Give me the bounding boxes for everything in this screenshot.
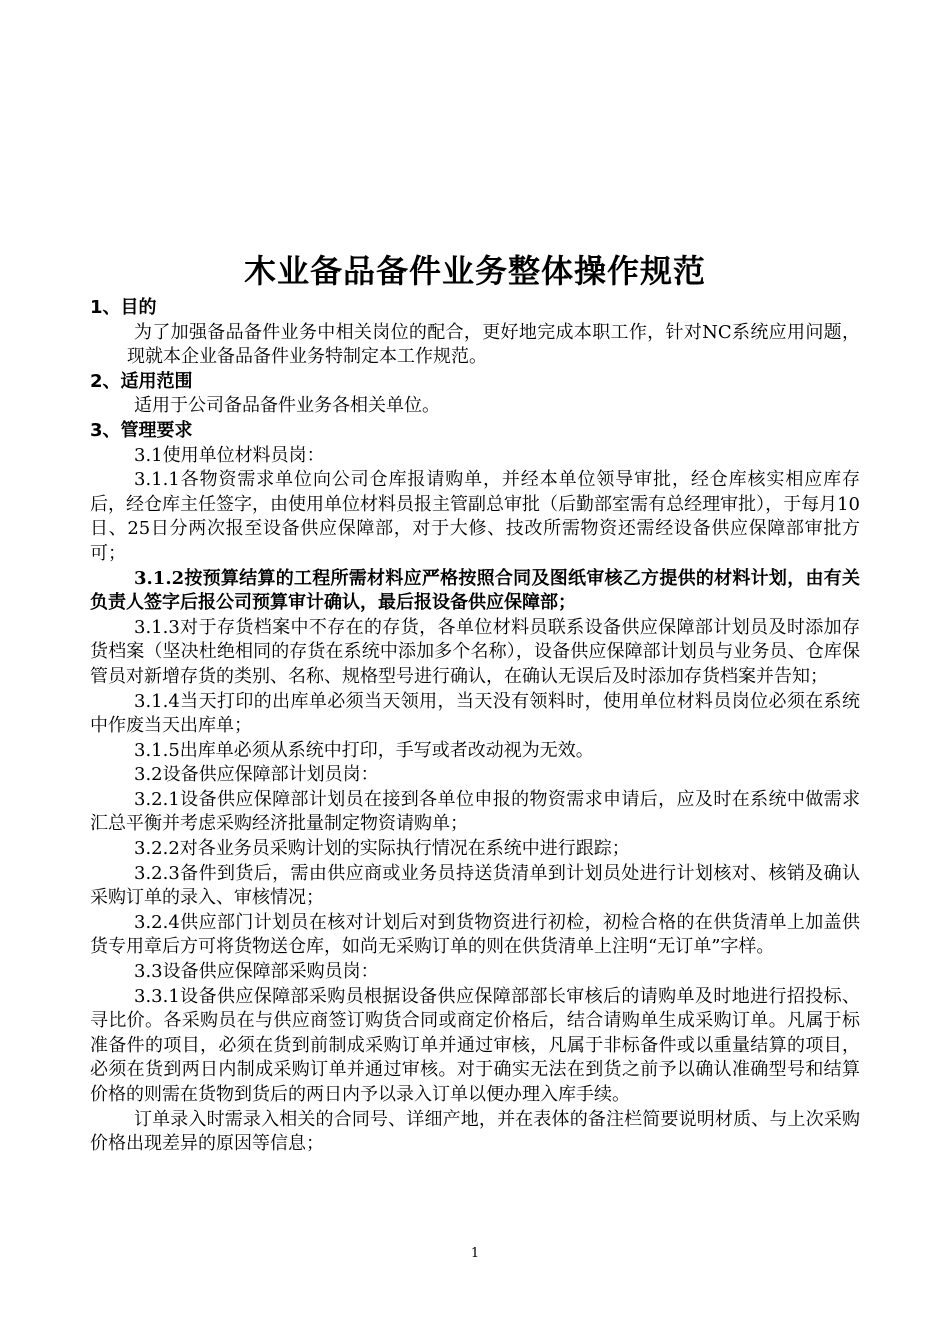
section-1-text: 为了加强备品备件业务中相关岗位的配合，更好地完成本职工作，针对NC系统应用问题，现就本企业备品备件业务特制定本工作规范。 [127, 321, 860, 368]
paragraph-3-3-1: 3.3.1设备供应保障部采购员根据设备供应保障部部长审核后的请购单及时地进行招投标、寻比价。各采购员在与供应商签订购货合同或商定价格后，结合请购单生成采购订单。凡属于标准备件的项目，必须在货到前制成采购订单并通过审核，凡属于非标备件或以重量结算的项目，必须在货到两日内制成采购订单并通过审核。对于确实无法在到货之前予以确认准确型号和结算价格的则需在货物到货后的两日内予以录入订单以便办理入库手续。 [90, 985, 860, 1105]
paragraph-3-1-5: 3.1.5出库单必须从系统中打印，手写或者改动视为无效。 [134, 739, 594, 761]
paragraph-3-2-2: 3.2.2对各业务员采购计划的实际执行情况在系统中进行跟踪； [134, 838, 630, 860]
paragraph-order-entry: 订单录入时需录入相关的合同号、详细产地，并在表体的备注栏简要说明材质、与上次采购价格出现差异的原因等信息； [90, 1108, 860, 1155]
section-2-heading: 2、适用范围 [90, 370, 193, 392]
paragraph-3-1-2: 3.1.2按预算结算的工程所需材料应严格按照合同及图纸审核乙方提供的材料计划，由有关负责人签字后报公司预算审计确认，最后报设备供应保障部； [90, 567, 860, 614]
paragraph-3-2: 3.2设备供应保障部计划员岗： [134, 764, 379, 786]
section-2-text: 适用于公司备品备件业务各相关单位。 [134, 395, 440, 417]
paragraph-3-1: 3.1使用单位材料员岗： [134, 444, 325, 466]
paragraph-3-1-1: 3.1.1各物资需求单位向公司仓库报请购单，并经本单位领导审批，经仓库核实相应库存后，经仓库主任签字，由使用单位材料员报主管副总审批（后勤部室需有总经理审批），于每月10日、25日分两次报至设备供应保障部，对于大修、技改所需物资还需经设备供应保障部审批方可； [90, 469, 860, 564]
paragraph-3-2-3: 3.2.3备件到货后，需由供应商或业务员持送货清单到计划员处进行计划核对、核销及确认采购订单的录入、审核情况； [90, 862, 860, 909]
paragraph-3-1-4: 3.1.4当天打印的出库单必须当天领用，当天没有领料时，使用单位材料员岗位必须在系统中作废当天出库单； [90, 690, 860, 737]
section-3-heading: 3、管理要求 [90, 419, 193, 441]
document-title: 木业备品备件业务整体操作规范 [243, 252, 706, 290]
paragraph-3-3: 3.3设备供应保障部采购员岗： [134, 961, 379, 983]
paragraph-3-1-3: 3.1.3对于存货档案中不存在的存货，各单位材料员联系设备供应保障部计划员及时添加存货档案（坚决杜绝相同的存货在系统中添加多个名称），设备供应保障部计划员与业务员、仓库保管员对新增存货的类别、名称、规格型号进行确认，在确认无误后及时添加存货档案并告知； [90, 616, 860, 687]
paragraph-3-2-1: 3.2.1设备供应保障部计划员在接到各单位申报的物资需求申请后，应及时在系统中做需求汇总平衡并考虑采购经济批量制定物资请购单； [90, 788, 860, 835]
section-1-heading: 1、目的 [90, 297, 157, 318]
page-number: 1 [470, 1246, 480, 1261]
document-body [90, 296, 860, 1157]
paragraph-3-2-4: 3.2.4供应部门计划员在核对计划后对到货物资进行初检，初检合格的在供货清单上加盖供货专用章后方可将货物送仓库，如尚无采购订单的则在供货清单上注明“无订单”字样。 [90, 911, 860, 958]
